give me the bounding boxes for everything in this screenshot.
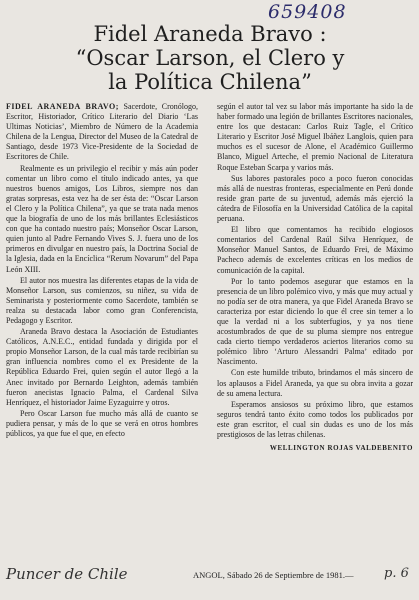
headline-line-2: “Oscar Larson, el Clero y [75, 46, 345, 70]
left-column [6, 102, 198, 560]
author-name: FIDEL ARANEDA BRAVO; [6, 102, 119, 111]
paragraph: Esperamos ansiosos su próximo libro, que estamos seguros tendrá tanto éxito como todos los publicados por este gran escritor, el cual sin dudas es uno de los más prestigiosos de las letras chilenas. [217, 399, 413, 439]
right-column [217, 102, 413, 560]
paragraph [6, 102, 198, 163]
article-headline [14, 22, 406, 94]
paragraph: Pero Oscar Larson fue mucho más allá de cuanto se pudiera pensar, y más de lo que se verá en otros hombres públicos, ya que fue el que, en efecto [6, 408, 198, 438]
paragraph: Por lo tanto podemos asegurar que estamos en la presencia de un libro polémico vivo, y más que muy actual y no podía ser de otra manera, ya que Fidel Araneda Bravo se caracteriza por estar diciendo lo que él cree sin temer a lo que la verdad ni a los subterfugios, y ya nos tiene acostumbrados de que de su pluma siempre nos entregue cada cierto tiempo verdaderos aciertos literarios como su polémico libro ‘Arturo Alessandri Palma’ editado por Nascimento. [217, 276, 413, 367]
signature: WELLINGTON ROJAS VALDEBENITO [269, 444, 413, 453]
paragraph: según el autor tal vez su labor más importante ha sido la de haber formado una legión de brillantes Escritores nacionales, entre los que destacan: Carlos Ruiz Tagle, el Crítico Literario y Escritor José Miguel Ibáñez Langlois, quien para muchos es el sucesor de Alone, el Académico Guillermo Blanco, Miguel Arteche, el premio Nacional de Literatura Roque Esteban Scarpa y varios más. [217, 102, 413, 172]
archive-number: 659408 [268, 1, 347, 23]
source-handwritten: Puncer de Chile [6, 565, 128, 583]
headline-line-3: la Política Chilena” [108, 70, 312, 94]
paragraph: Con este humilde tributo, brindamos el más sincero de los aplausos a Fidel Araneda, ya que su obra invita a gozar de su amena lectura. [217, 368, 413, 398]
paragraph: El libro que comentamos ha recibido elogiosos comentarios del Cardenal Raúl Silva Henríquez, de Monseñor Manuel Santos, de Eduardo Frei, de Máximo Pacheco además de excelentes críticas en los medios de comunicación de la capital. [217, 225, 413, 275]
paragraph: El autor nos muestra las diferentes etapas de la vida de Monseñor Larson, sus comienzos, su niñez, su vida de Seminarista y posteriormente como Sacerdote, también se realza su destacada labor como gran Conferencista, Pedagogo y Escritor. [6, 275, 198, 325]
author-bio: Sacerdote, Cronólogo, Escritor, Historiador, Crítico Literario del Diario ‘Las Ultimas Noticias’, Miembro de Número de la Academia Chilena de la Lengua, Director del Museo de la Catedral de Santiago, desde 1973 Vice-Presidente de la Sociedad de Escritores de Chile. [6, 102, 198, 162]
paragraph: Araneda Bravo destaca la Asociación de Estudiantes Católicos, A.N.E.C., entidad fundada y dirigida por el propio Monseñor Larson, de la cual más tarde recibirían su gran influencia nombres como el ex Presidente de la República Eduardo Frei, quien según el autor llegó a la Anec invitado por Bernardo Leighton, además también fueron anecistas Ignacio Palma, el Cardenal Silva Henríquez, el historiador Jaime Eyzaguirre y otros. [6, 327, 198, 407]
page-mark: p. 6 [384, 566, 409, 581]
dateline: ANGOL, Sábado 26 de Septiembre de 1981.— [193, 570, 354, 580]
paragraph: Sus labores pastorales poco a poco fueron conocidas más allá de nuestras fronteras, especialmente en Perú donde reside gran parte de su juventud, además más ejerció la cátedra de Filosofía en la Universidad Católica de la capital peruana. [217, 173, 413, 224]
headline-line-1: Fidel Araneda Bravo : [93, 22, 327, 46]
paragraph: Realmente es un privilegio el recibir y más aún poder comentar un libro como el título indicado antes, ya que nuestros buenos amigos, Los Libros, siempre nos dan gratas sorpresas, esta vez ha de ser ésta de: “Oscar Larson el Clero y la Política Chilena”, ya que se trata nada menos que la biografía de uno de los más brillantes Eclesiásticos con que ha contado nuestro país; Monseñor Oscar Larson, quien junto al Padre Fernando Vives S. J. fuera uno de los primeros en divulgar en nuestro país, la Doctrina Social de la Iglesia, dada en la Encíclica “Rerum Novarum” del Papa León XIII. [6, 163, 198, 274]
